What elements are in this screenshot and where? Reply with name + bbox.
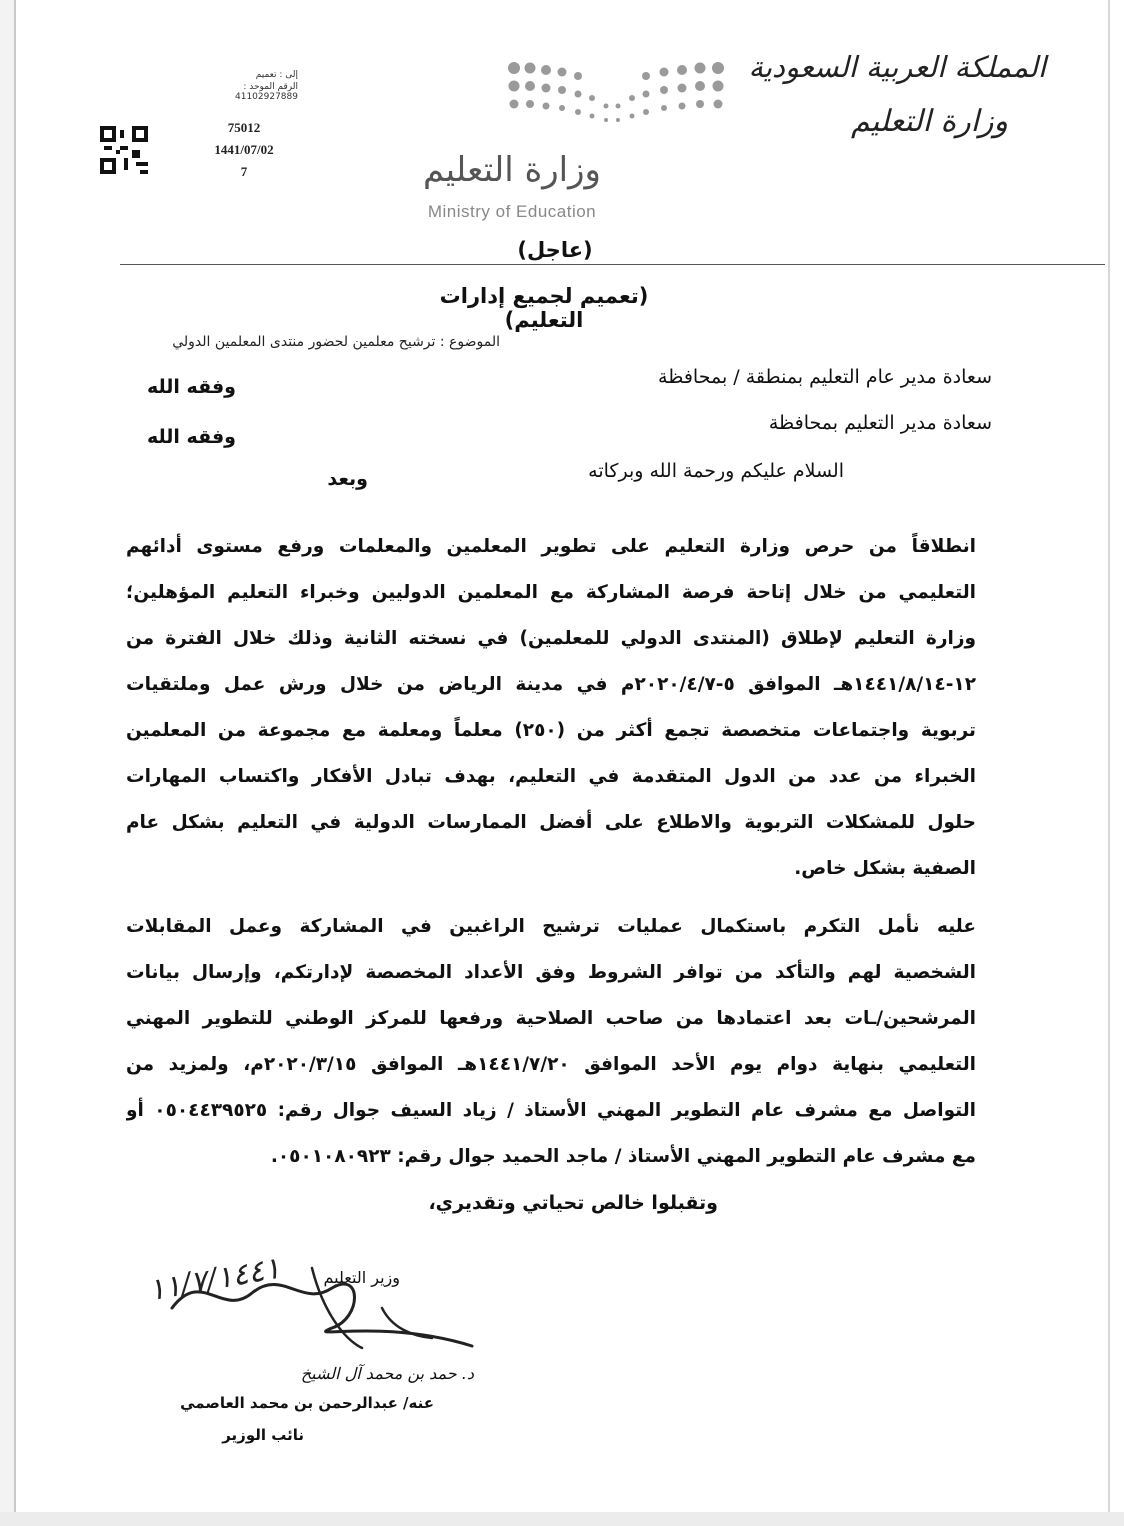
blessing-text: وفقه الله [147, 426, 236, 448]
logo-english-text: Ministry of Education [427, 202, 597, 221]
attachments-count: 7 [240, 164, 248, 179]
handwritten-date: ١١/٧/١٤٤١ [145, 1250, 284, 1309]
paper-edge [1108, 0, 1110, 1512]
after-text: وبعد [327, 468, 368, 490]
closing-text: وتقبلوا خالص تحياتي وتقديري، [428, 1192, 718, 1214]
paragraph-line: المرشحين/ـات بعد اعتمادها من صاحب الصلاحية ورفعها للمركز الوطني للتطوير المهني [126, 1008, 976, 1029]
paragraph-line: مع مشرف عام التطوير المهني الأستاذ / ماجد الحميد جوال رقم: ٠٥٠١٠٨٠٩٢٣. [270, 1146, 976, 1167]
header-divider [120, 264, 1105, 265]
paragraph-line: التواصل مع مشرف عام التطوير المهني الأستاذ / زياد السيف جوال رقم: ٠٥٠٤٤٣٩٥٢٥ أو [126, 1100, 976, 1121]
reference-number: 75012 [227, 120, 261, 135]
addressee-line: سعادة مدير التعليم بمحافظة [768, 412, 992, 434]
paragraph-line: عليه نأمل التكرم باستكمال عمليات ترشيح الراغبين في المشاركة وعمل المقابلات [126, 916, 976, 937]
urgent-label: (عاجل) [517, 238, 593, 262]
paragraph-line: حلول للمشكلات التربوية والاطلاع على أفضل الممارسات الدولية في التعليم بشكل عام [126, 812, 976, 833]
paragraph-line: تربوية واجتماعات متخصصة تجمع أكثر من (٢٥٠) معلماً ومعلمة مع مجموعة من المعلمين [126, 720, 976, 741]
greeting-text: السلام عليكم ورحمة الله وبركاته [588, 460, 844, 482]
on-behalf-name: عنه/ عبدالرحمن بن محمد العاصمي [180, 1394, 434, 1412]
signatory-title: وزير التعليم [323, 1268, 400, 1287]
paragraph-line: الصفية بشكل خاص. [794, 858, 976, 879]
paragraph-line: الشخصية لهم والتأكد من توافر الشروط وفق الأعداد المخصصة لإدارتكم، وإرسال بيانات [126, 962, 976, 983]
circular-title: (تعميم لجميع إدارات التعليم) [439, 284, 649, 332]
recipient-label: إلى : تعميم [255, 70, 298, 80]
subject-line: الموضوع : ترشيح معلمين لحضور منتدى المعلمين الدولي [172, 334, 500, 350]
paragraph-line: وزارة التعليم لإطلاق (المنتدى الدولي للمعلمين) في نسخته الثانية وذلك خلال الفترة من [126, 628, 976, 649]
reference-date: 1441/07/02 [214, 142, 274, 157]
paragraph-2 [126, 904, 976, 1180]
scan-left-margin [0, 0, 14, 1526]
signatory-name: د. حمد بن محمد آل الشيخ [300, 1364, 474, 1383]
scan-edge [14, 0, 16, 1526]
logo-arabic-text: وزارة التعليم [423, 150, 601, 190]
paragraph-line: التعليمي بنهاية دوام يوم الأحد الموافق ١٤٤١/٧/٢٠هـ الموافق ٢٠٢٠/٣/١٥م، ولمزيد من [126, 1054, 976, 1075]
paragraph-line: التعليمي من خلال إتاحة فرصة المشاركة مع المعلمين الدوليين وخبراء التعليم المؤهلين؛ [126, 582, 976, 603]
signatory-role: نائب الوزير [222, 1426, 304, 1444]
paragraph-line: انطلاقاً من حرص وزارة التعليم على تطوير المعلمين والمعلمات ورفع مستوى أدائهم [126, 536, 976, 557]
unified-number: الرقم الموحد : 41102927889 [235, 82, 298, 102]
scan-bottom-margin [0, 1512, 1124, 1526]
kingdom-heading: المملكة العربية السعودية [748, 50, 1046, 84]
paragraph-line: ١٢-١٤٤١/٨/١٤هـ الموافق ٥-٢٠٢٠/٤/٧م في مدينة الرياض من خلال ورش عمل وملتقيات [126, 674, 976, 695]
signature-icon [132, 1248, 492, 1378]
paragraph-line: الخبراء من عدد من الدول المتقدمة في التعليم، بهدف تبادل الأفكار واكتساب المهارات [126, 766, 976, 787]
blessing-text: وفقه الله [147, 376, 236, 398]
ministry-heading: وزارة التعليم [850, 104, 1008, 139]
qr-code-icon [100, 126, 148, 174]
addressee-line: سعادة مدير عام التعليم بمنطقة / بمحافظة [658, 366, 992, 388]
paragraph-1 [126, 524, 976, 892]
